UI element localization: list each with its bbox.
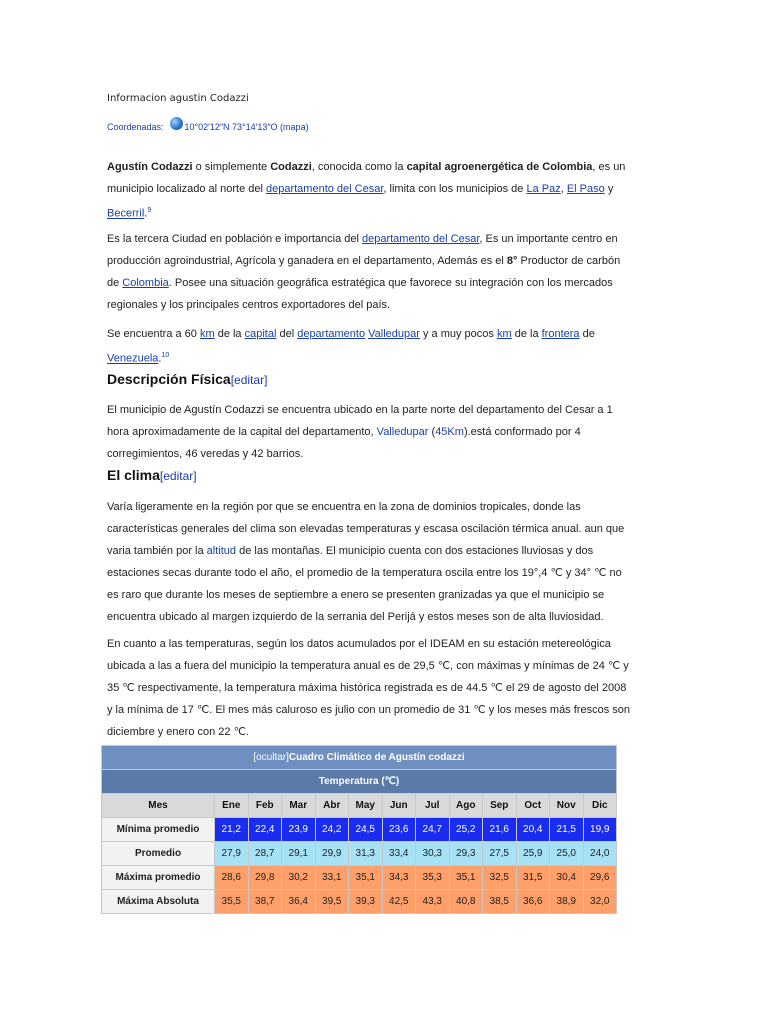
text: ( xyxy=(428,426,436,438)
table-cell: 30,2 xyxy=(282,866,316,890)
reference-link[interactable]: 10 xyxy=(161,352,170,359)
link-departamento[interactable]: departamento xyxy=(297,328,366,340)
bold-short-name: Codazzi xyxy=(270,161,312,173)
table-cell: 29,9 xyxy=(315,842,349,866)
table-cell: 27,5 xyxy=(483,842,517,866)
table-cell: 39,5 xyxy=(315,890,349,914)
header-month: Jun xyxy=(382,794,416,818)
intro-paragraph-2 xyxy=(107,228,632,316)
text: Se encuentra a 60 xyxy=(107,328,200,340)
table-cell: 36,6 xyxy=(516,890,550,914)
header-month: Dic xyxy=(583,794,617,818)
text: del xyxy=(276,328,298,340)
table-cell: 31,3 xyxy=(349,842,383,866)
link-frontera[interactable]: frontera xyxy=(541,328,580,340)
text: . xyxy=(144,207,148,220)
hide-toggle[interactable]: [ocultar] xyxy=(253,752,289,763)
climate-table xyxy=(101,745,617,914)
table-cell: 21,2 xyxy=(215,818,249,842)
heading-text: El clima xyxy=(107,467,160,483)
text: o simplemente xyxy=(192,161,271,173)
table-cell: 23,6 xyxy=(382,818,416,842)
table-cell: 29,6 xyxy=(583,866,617,890)
table-cell: 35,1 xyxy=(449,866,483,890)
table-cell: 25,9 xyxy=(516,842,550,866)
coordinates-link[interactable]: 10°02′12″N 73°14′13″O (mapa) xyxy=(184,121,309,132)
table-row xyxy=(102,818,617,842)
text: . xyxy=(158,352,162,365)
table-cell: 20,4 xyxy=(516,818,550,842)
row-label: Promedio xyxy=(102,842,215,866)
header-mes: Mes xyxy=(102,794,215,818)
table-cell: 24,0 xyxy=(583,842,617,866)
link-colombia[interactable]: Colombia xyxy=(122,277,169,289)
text: , es un municipio localizado al norte del xyxy=(107,161,626,195)
text: y xyxy=(604,183,614,195)
table-cell: 22,4 xyxy=(248,818,282,842)
table-cell: 24,7 xyxy=(416,818,450,842)
header-month: Ene xyxy=(215,794,249,818)
table-cell: 43,3 xyxy=(416,890,450,914)
table-cell: 25,0 xyxy=(550,842,584,866)
intro-paragraph-1 xyxy=(107,156,632,225)
header-month: Oct xyxy=(516,794,550,818)
header-month: Feb xyxy=(248,794,282,818)
table-row xyxy=(102,866,617,890)
table-cell: 24,5 xyxy=(349,818,383,842)
table-cell: 23,9 xyxy=(282,818,316,842)
text: de las montañas. El municipio cuenta con dos estaciones lluviosas y dos estaciones secas durante todo el año, el promedio de la temperatura oscila entre los 19°,4 ℃ y 34° ℃ no es raro que durante los meses de septiembre a enero se presenten granizadas ya que el municipio se encuentra ubicado al margen izquierdo de la serrania del Perijá y estos meses son de alta lluviosidad. xyxy=(107,545,622,623)
table-cell: 33,1 xyxy=(315,866,349,890)
link-la-paz[interactable]: La Paz xyxy=(526,183,561,195)
table-caption xyxy=(102,746,617,770)
table-cell: 40,8 xyxy=(449,890,483,914)
text: Productor de carbón de xyxy=(107,255,621,289)
header-month: Nov xyxy=(550,794,584,818)
link-valledupar[interactable]: Valledupar xyxy=(368,328,420,340)
link-becerril[interactable]: Becerril xyxy=(107,207,145,220)
link-capital[interactable]: capital xyxy=(244,328,277,340)
text: ).está conformado por 4 corregimientos, 46 veredas y 42 barrios. xyxy=(107,426,581,460)
header-month: Jul xyxy=(416,794,450,818)
row-label: Máxima promedio xyxy=(102,866,215,890)
text: , limita con los municipios de xyxy=(383,183,527,195)
table-cell: 29,1 xyxy=(282,842,316,866)
table-row xyxy=(102,890,617,914)
text: , Es un importante centro en producción agroindustrial, Agrícola y ganadera en el departamento, Además es el xyxy=(107,233,618,267)
bold-capital: capital agroenergética de Colombia xyxy=(406,161,593,173)
table-cell: 33,4 xyxy=(382,842,416,866)
edit-link[interactable]: [editar] xyxy=(230,373,268,387)
table-cell: 38,5 xyxy=(483,890,517,914)
link-km[interactable]: km xyxy=(199,328,215,340)
row-label: Mínima promedio xyxy=(102,818,215,842)
header-month: Sep xyxy=(483,794,517,818)
link-departamento-cesar[interactable]: departamento del Cesar xyxy=(265,183,384,195)
header-month: Abr xyxy=(315,794,349,818)
table-subheader: Temperatura (℃) xyxy=(102,770,617,794)
text: de la xyxy=(214,328,245,340)
table-cell: 21,5 xyxy=(550,818,584,842)
text: El municipio de Agustín Codazzi se encuentra ubicado en la parte norte del departamento del Cesar a 1 hora aproximadamente de la capital del departamento, xyxy=(107,404,613,438)
bold-rank: 8° xyxy=(506,255,518,267)
coordinates-label: Coordenadas: xyxy=(107,121,164,132)
table-cell: 29,8 xyxy=(248,866,282,890)
header-month: Ago xyxy=(449,794,483,818)
table-cell: 24,2 xyxy=(315,818,349,842)
text: y a muy pocos xyxy=(419,328,497,340)
clima-paragraph-1 xyxy=(107,496,632,628)
table-header-row xyxy=(102,794,617,818)
link-departamento-cesar[interactable]: departamento del Cesar xyxy=(361,233,480,245)
section-heading-descripcion xyxy=(107,371,267,387)
table-cell: 34,3 xyxy=(382,866,416,890)
caption-text: Cuadro Climático de Agustín codazzi xyxy=(288,752,465,763)
clima-paragraph-2: En cuanto a las temperaturas, según los datos acumulados por el IDEAM en su estación metereológica ubicada a las a fuera del municipio la temperatura anual es de 29,5 ℃, con máximas y mínimas de 24 ℃ y 35 ℃ respectivamente, la temperatura máxima histórica registrada es de 44.5 ℃ el 29 de agosto del 2008 y la mínima de 17 ℃. El mes más caluroso es julio con un promedio de 31 ℃ y los meses más frescos son diciembre y enero con 22 ℃. xyxy=(107,638,630,738)
intro-paragraph-3 xyxy=(107,323,632,370)
header-month: Mar xyxy=(282,794,316,818)
table-cell: 38,7 xyxy=(248,890,282,914)
text: . Posee una situación geográfica estratégica que favorece su integración con los mercados regionales y los principales centros exportadores del país. xyxy=(107,277,613,311)
table-cell: 35,3 xyxy=(416,866,450,890)
bold-name: Agustín Codazzi xyxy=(107,161,193,173)
globe-icon[interactable] xyxy=(170,117,183,130)
header-month: May xyxy=(349,794,383,818)
page-title: Informacion agustin Codazzi xyxy=(107,93,249,104)
table-cell: 19,9 xyxy=(583,818,617,842)
table-cell: 30,4 xyxy=(550,866,584,890)
table-cell: 35,5 xyxy=(215,890,249,914)
table-cell: 32,5 xyxy=(483,866,517,890)
link-45km[interactable]: 45Km xyxy=(435,426,464,438)
table-cell: 39,3 xyxy=(349,890,383,914)
table-row xyxy=(102,842,617,866)
text: de xyxy=(579,328,595,340)
descripcion-paragraph xyxy=(107,399,632,465)
link-el-paso[interactable]: El Paso xyxy=(566,183,605,195)
table-cell: 38,9 xyxy=(550,890,584,914)
text: , xyxy=(560,183,567,195)
heading-text: Descripción Física xyxy=(107,371,231,387)
coordinates xyxy=(107,120,309,133)
text: , conocida como la xyxy=(311,161,407,173)
text: Es la tercera Ciudad en población e importancia del xyxy=(107,233,362,245)
table-cell: 35,1 xyxy=(349,866,383,890)
table-cell: 36,4 xyxy=(282,890,316,914)
link-venezuela[interactable]: Venezuela xyxy=(107,352,159,365)
table-cell: 28,7 xyxy=(248,842,282,866)
reference-link[interactable]: 9 xyxy=(147,207,152,214)
table-cell: 21,6 xyxy=(483,818,517,842)
row-label: Máxima Absoluta xyxy=(102,890,215,914)
section-heading-clima xyxy=(107,467,197,483)
link-valledupar[interactable]: Valledupar xyxy=(376,426,429,438)
table-cell: 42,5 xyxy=(382,890,416,914)
link-km[interactable]: km xyxy=(496,328,512,340)
table-cell: 25,2 xyxy=(449,818,483,842)
table-cell: 28,6 xyxy=(215,866,249,890)
link-altitud[interactable]: altitud xyxy=(206,545,237,557)
table-cell: 31,5 xyxy=(516,866,550,890)
edit-link[interactable]: [editar] xyxy=(159,469,197,483)
table-cell: 32,0 xyxy=(583,890,617,914)
table-cell: 29,3 xyxy=(449,842,483,866)
table-cell: 27,9 xyxy=(215,842,249,866)
text: Varía ligeramente en la región por que se encuentra en la zona de dominios tropicales, donde las características generales del clima son elevadas temperaturas y escasa oscilación térmica anual. aun que varia también por la xyxy=(107,501,625,557)
table-cell: 30,3 xyxy=(416,842,450,866)
text: de la xyxy=(511,328,542,340)
